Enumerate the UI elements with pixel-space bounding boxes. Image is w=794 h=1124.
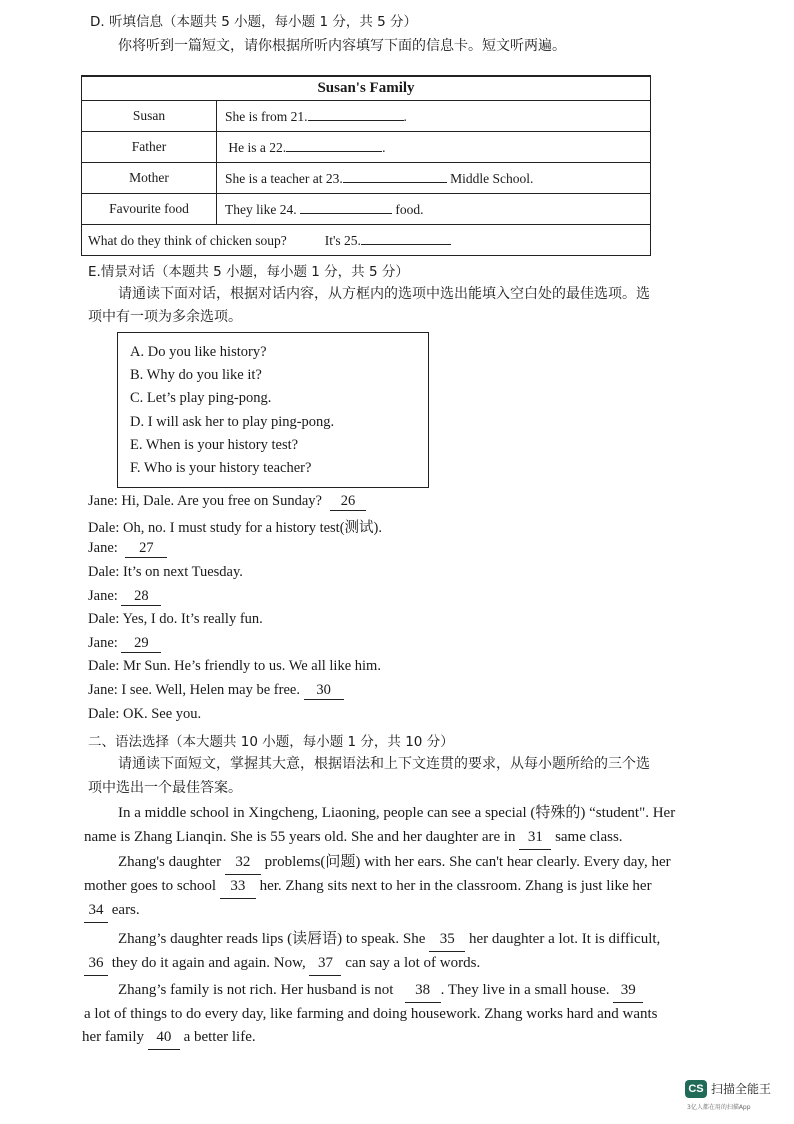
row-label: Favourite food — [82, 194, 217, 225]
passage-line: Zhang’s family is not rich. Her husband is not 38 . They live in a small house. 39 — [118, 978, 768, 1003]
table-row — [82, 225, 651, 256]
table-row — [82, 163, 651, 194]
passage-line: a lot of things to do every day, like farming and doing housework. Zhang works hard and wants — [84, 1006, 658, 1022]
section-d-instruction: 你将听到一篇短文，请你根据所听内容填写下面的信息卡。短文听两遍。 — [118, 38, 566, 54]
passage-line: mother goes to school 33 her. Zhang sits next to her in the classroom. Zhang is just like her — [84, 874, 734, 899]
camscanner-logo-icon: CS — [685, 1080, 707, 1098]
option-d: D. I will ask her to play ping-pong. — [130, 413, 335, 430]
row-content: What do they think of chicken soup? It's 25. — [82, 225, 651, 256]
table-row — [82, 194, 651, 225]
option-b: B. Why do you like it? — [130, 367, 262, 384]
row-label: Mother — [82, 163, 217, 194]
options-box — [117, 332, 429, 488]
row-content: He is a 22. . — [217, 132, 651, 163]
row-label: Father — [82, 132, 217, 163]
table-row — [82, 101, 651, 132]
section-two-instruction-1: 请通读下面短文，掌握其大意，根据语法和上下文连贯的要求，从每小题所给的三个选 — [118, 756, 650, 772]
dialogue-line: Jane: Hi, Dale. Are you free on Sunday? 26 — [88, 493, 366, 511]
option-a: A. Do you like history? — [130, 344, 267, 360]
row-content: They like 24. food. — [217, 194, 651, 225]
dialogue-line: Dale: Oh, no. I must study for a history test(测试). — [88, 520, 382, 536]
passage-line: Zhang’s daughter reads lips (读唇语) to speak. She 35 her daughter a lot. It is difficult, — [118, 927, 768, 952]
passage-line: In a middle school in Xingcheng, Liaoning, people can see a special (特殊的) “student". Her — [118, 805, 676, 821]
row-content: She is a teacher at 23. Middle School. — [217, 163, 651, 194]
section-e-instruction-2: 项中有一项为多余选项。 — [88, 309, 242, 325]
dialogue-line: Jane: 28 — [88, 588, 161, 606]
dialogue-line: Jane: I see. Well, Helen may be free. 30 — [88, 682, 344, 700]
passage-line: name is Zhang Lianqin. She is 55 years old. She and her daughter are in 31 same class. — [84, 825, 734, 850]
option-c: C. Let’s play ping-pong. — [130, 390, 272, 407]
row-label: Susan — [82, 101, 217, 132]
dialogue-line: Dale: Mr Sun. He’s friendly to us. We all like him. — [88, 658, 381, 674]
section-e-instruction-1: 请通读下面对话，根据对话内容，从方框内的选项中选出能填入空白处的最佳选项。选 — [118, 286, 650, 302]
row-content: She is from 21. . — [217, 101, 651, 132]
passage-line: 34 ears. — [84, 898, 734, 923]
table-title: Susan's Family — [82, 76, 651, 101]
info-card-table — [81, 75, 651, 256]
section-two-instruction-2: 项中选出一个最佳答案。 — [88, 780, 242, 796]
passage-line: 36 they do it again and again. Now, 37 can say a lot of words. — [84, 951, 734, 976]
section-two-heading: 二、语法选择（本大题共 10 小题，每小题 1 分，共 10 分） — [88, 734, 454, 750]
watermark-name: 扫描全能王 — [711, 1082, 772, 1096]
dialogue-line: Jane: 27 — [88, 540, 167, 558]
passage-line: Zhang's daughter 32 problems(问题) with her ears. She can't hear clearly. Every day, her — [118, 850, 768, 875]
dialogue-line: Dale: OK. See you. — [88, 706, 202, 722]
section-e-heading: E.情景对话（本题共 5 小题，每小题 1 分，共 5 分） — [88, 264, 409, 280]
watermark-subtitle: 3亿人都在用的扫描App — [687, 1104, 751, 1111]
passage-line: her family 40 a better life. — [82, 1025, 732, 1050]
table-row — [82, 132, 651, 163]
section-d-heading: D. 听填信息（本题共 5 小题，每小题 1 分，共 5 分） — [90, 14, 417, 30]
dialogue-line: Dale: Yes, I do. It’s really fun. — [88, 611, 263, 627]
option-e: E. When is your history test? — [130, 436, 299, 453]
dialogue-line: Jane: 29 — [88, 635, 161, 653]
option-f: F. Who is your history teacher? — [130, 459, 312, 476]
dialogue-line: Dale: It’s on next Tuesday. — [88, 564, 243, 580]
